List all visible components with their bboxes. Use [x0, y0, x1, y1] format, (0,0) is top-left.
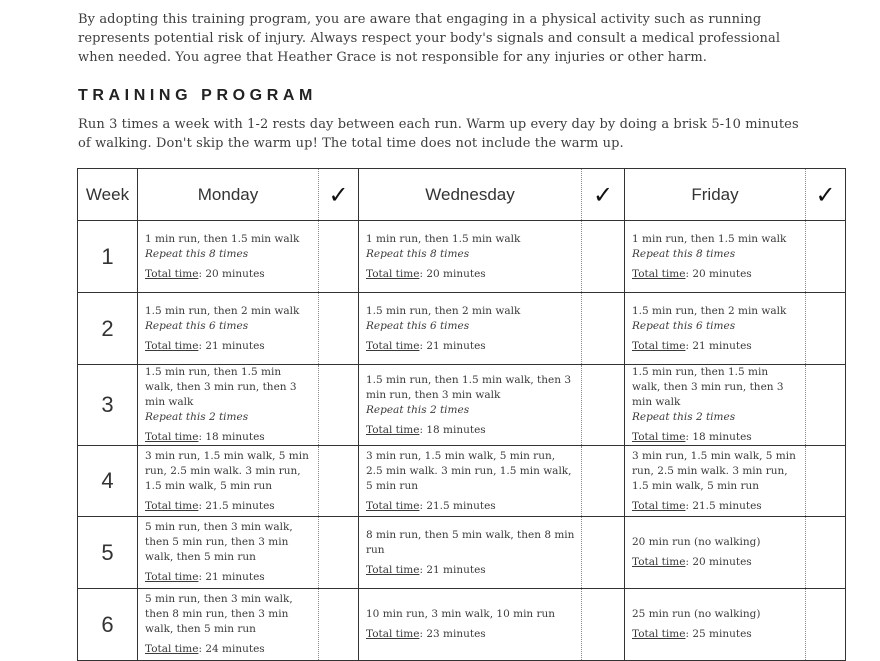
- total-time: [632, 499, 799, 514]
- checkmark-icon: ✓: [815, 180, 836, 209]
- wednesday-check-box[interactable]: [582, 221, 625, 293]
- workout-description: 1 min run, then 1.5 min walk: [145, 232, 300, 245]
- week-number: 5: [78, 517, 138, 589]
- total-time-label: Total time: [145, 571, 199, 583]
- total-time-value: : 20 minutes: [419, 267, 486, 280]
- checkmark-icon: ✓: [328, 180, 349, 209]
- total-time-value: : 21 minutes: [685, 339, 752, 352]
- total-time: [632, 555, 799, 570]
- total-time: [366, 627, 575, 642]
- monday-workout-cell: [138, 293, 319, 365]
- total-time: [366, 563, 575, 578]
- total-time-label: Total time: [145, 339, 199, 352]
- total-time-label: Total time: [145, 267, 199, 280]
- total-time-value: : 20 minutes: [198, 267, 265, 280]
- total-time-label: Total time: [145, 431, 199, 443]
- workout-description: 3 min run, 1.5 min walk, 5 min run, 2.5 min walk. 3 min run, 1.5 min walk, 5 min run: [632, 449, 796, 492]
- total-time-label: Total time: [366, 423, 420, 436]
- wednesday-check-box[interactable]: [582, 589, 625, 661]
- workout-description: 10 min run, 3 min walk, 10 min run: [366, 608, 556, 620]
- repeat-note: Repeat this 8 times: [366, 247, 470, 260]
- workout-description: 1.5 min run, then 1.5 min walk, then 3 min run, then 3 min walk: [366, 373, 572, 401]
- workout-description: 1.5 min run, then 1.5 min walk, then 3 min run, then 3 min walk: [632, 366, 784, 408]
- table-row: [78, 517, 846, 589]
- total-time: [366, 267, 575, 282]
- workout-description: 5 min run, then 3 min walk, then 8 min run, then 3 min walk, then 5 min run: [145, 593, 293, 635]
- header-friday-check: [806, 169, 846, 221]
- total-time-value: : 21 minutes: [419, 339, 486, 352]
- total-time-label: Total time: [366, 628, 420, 640]
- total-time-value: : 24 minutes: [198, 643, 265, 655]
- repeat-note: Repeat this 2 times: [632, 411, 736, 423]
- total-time-label: Total time: [366, 563, 420, 576]
- week-number: 4: [78, 446, 138, 517]
- repeat-note: Repeat this 8 times: [145, 247, 249, 260]
- total-time-value: : 21.5 minutes: [198, 499, 275, 512]
- wednesday-workout-cell: [359, 446, 582, 517]
- workout-description: 1 min run, then 1.5 min walk: [632, 232, 787, 245]
- workout-description: 1.5 min run, then 1.5 min walk, then 3 min run, then 3 min walk: [145, 366, 297, 408]
- workout-description: 1.5 min run, then 2 min walk: [366, 304, 521, 317]
- total-time-label: Total time: [632, 556, 686, 568]
- wednesday-workout-cell: [359, 517, 582, 589]
- total-time: [366, 423, 575, 438]
- monday-check-box[interactable]: [319, 293, 359, 365]
- header-week: Week: [78, 169, 138, 221]
- intro-text: Run 3 times a week with 1-2 rests day between each run. Warm up every day by doing a brisk 5-10 minutes of walking. Don't skip the warm up! The total time does not include the warm up.: [78, 117, 799, 151]
- total-time-label: Total time: [632, 339, 686, 352]
- total-time: [145, 430, 312, 445]
- friday-workout-cell: [625, 221, 806, 293]
- friday-check-box[interactable]: [806, 221, 846, 293]
- wednesday-check-box[interactable]: [582, 293, 625, 365]
- wednesday-workout-cell: [359, 365, 582, 446]
- workout-description: 1.5 min run, then 2 min walk: [145, 304, 300, 317]
- table-row: [78, 589, 846, 661]
- total-time: [145, 267, 312, 282]
- total-time-value: : 21 minutes: [419, 563, 486, 576]
- friday-check-box[interactable]: [806, 293, 846, 365]
- total-time-label: Total time: [632, 267, 686, 280]
- monday-check-box[interactable]: [319, 221, 359, 293]
- section-heading: TRAINING PROGRAM: [78, 87, 317, 104]
- total-time-label: Total time: [632, 499, 686, 512]
- repeat-note: Repeat this 6 times: [366, 319, 470, 332]
- total-time: [366, 499, 575, 514]
- table-header-row: [78, 169, 846, 221]
- total-time-label: Total time: [366, 499, 420, 512]
- total-time: [632, 267, 799, 282]
- total-time-label: Total time: [145, 499, 199, 512]
- monday-check-box[interactable]: [319, 365, 359, 446]
- total-time-value: : 21.5 minutes: [685, 499, 762, 512]
- friday-workout-cell: [625, 517, 806, 589]
- wednesday-workout-cell: [359, 589, 582, 661]
- wednesday-workout-cell: [359, 293, 582, 365]
- friday-workout-cell: [625, 365, 806, 446]
- total-time: [145, 642, 312, 657]
- table-row: [78, 221, 846, 293]
- wednesday-check-box[interactable]: [582, 365, 625, 446]
- total-time-value: : 18 minutes: [419, 423, 486, 436]
- workout-description: 3 min run, 1.5 min walk, 5 min run, 2.5 min walk. 3 min run, 1.5 min walk, 5 min run: [366, 449, 572, 492]
- total-time: [366, 339, 575, 354]
- week-number: 2: [78, 293, 138, 365]
- total-time-value: : 21.5 minutes: [419, 499, 496, 512]
- week-number: 3: [78, 365, 138, 446]
- workout-description: 20 min run (no walking): [632, 536, 761, 548]
- total-time-value: : 25 minutes: [685, 628, 752, 640]
- monday-check-box[interactable]: [319, 446, 359, 517]
- week-number: 1: [78, 221, 138, 293]
- wednesday-check-box[interactable]: [582, 446, 625, 517]
- workout-description: 1.5 min run, then 2 min walk: [632, 304, 787, 317]
- total-time-value: : 21 minutes: [198, 571, 265, 583]
- workout-description: 1 min run, then 1.5 min walk: [366, 232, 521, 245]
- table-row: [78, 446, 846, 517]
- header-monday-check: [319, 169, 359, 221]
- header-monday: Monday: [138, 169, 319, 221]
- monday-workout-cell: [138, 365, 319, 446]
- wednesday-workout-cell: [359, 221, 582, 293]
- total-time-value: : 23 minutes: [419, 628, 486, 640]
- monday-check-box[interactable]: [319, 589, 359, 661]
- total-time-value: : 20 minutes: [685, 267, 752, 280]
- total-time-value: : 18 minutes: [685, 431, 752, 443]
- workout-description: 3 min run, 1.5 min walk, 5 min run, 2.5 min walk. 3 min run, 1.5 min walk, 5 min run: [145, 449, 309, 492]
- repeat-note: Repeat this 2 times: [366, 403, 470, 416]
- total-time-value: : 21 minutes: [198, 339, 265, 352]
- workout-description: 5 min run, then 3 min walk, then 5 min run, then 3 min walk, then 5 min run: [145, 521, 293, 563]
- total-time: [145, 570, 312, 585]
- total-time-label: Total time: [366, 267, 420, 280]
- friday-workout-cell: [625, 293, 806, 365]
- total-time: [145, 339, 312, 354]
- repeat-note: Repeat this 8 times: [632, 247, 736, 260]
- friday-workout-cell: [625, 589, 806, 661]
- week-number: 6: [78, 589, 138, 661]
- monday-check-box[interactable]: [319, 517, 359, 589]
- monday-workout-cell: [138, 589, 319, 661]
- monday-workout-cell: [138, 517, 319, 589]
- table-row: [78, 293, 846, 365]
- header-wednesday: Wednesday: [359, 169, 582, 221]
- total-time-label: Total time: [366, 339, 420, 352]
- header-friday: Friday: [625, 169, 806, 221]
- friday-check-box[interactable]: [806, 365, 846, 446]
- total-time-label: Total time: [632, 431, 686, 443]
- total-time: [632, 339, 799, 354]
- total-time-label: Total time: [632, 628, 686, 640]
- table-row: [78, 365, 846, 446]
- repeat-note: Repeat this 6 times: [145, 319, 249, 332]
- disclaimer-text: By adopting this training program, you are aware that engaging in a physical activity such as running represents potential risk of injury. Always respect your body's signals and consult a medical professional when needed. You agree that Heather Grace is not responsible for any injuries or other harm.: [78, 12, 781, 65]
- repeat-note: Repeat this 6 times: [632, 319, 736, 332]
- workout-description: 8 min run, then 5 min walk, then 8 min run: [366, 528, 575, 556]
- friday-check-box[interactable]: [806, 517, 846, 589]
- repeat-note: Repeat this 2 times: [145, 411, 249, 423]
- total-time: [145, 499, 312, 514]
- monday-workout-cell: [138, 446, 319, 517]
- friday-check-box[interactable]: [806, 589, 846, 661]
- header-wednesday-check: [582, 169, 625, 221]
- friday-check-box[interactable]: [806, 446, 846, 517]
- wednesday-check-box[interactable]: [582, 517, 625, 589]
- total-time-value: : 18 minutes: [198, 431, 265, 443]
- total-time: [632, 627, 799, 642]
- training-table: [77, 168, 846, 661]
- total-time-label: Total time: [145, 643, 199, 655]
- friday-workout-cell: [625, 446, 806, 517]
- total-time: [632, 430, 799, 445]
- total-time-value: : 20 minutes: [685, 556, 752, 568]
- checkmark-icon: ✓: [592, 180, 614, 209]
- monday-workout-cell: [138, 221, 319, 293]
- workout-description: 25 min run (no walking): [632, 608, 761, 620]
